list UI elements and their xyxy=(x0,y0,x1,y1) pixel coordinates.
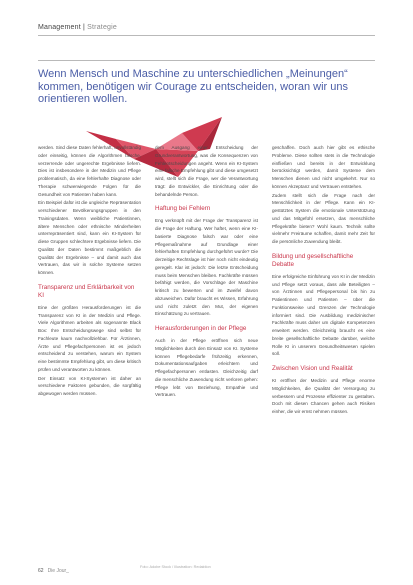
page-footer xyxy=(38,568,69,574)
column-2 xyxy=(155,144,258,542)
paragraph: Eng verknüpft mit der Frage der Transparenz ist die Frage der Haftung. Wer haftet, wenn eine KI-basierte Diagnose falsch war oder eine Pflegemaßnahme auf Grundlage einer fehlerhaften Empfehlung durchgeführt wurde? Die derzeitige Rechtslage ist hier noch nicht eindeutig geregelt. Klar ist jedoch: Die letzte Entscheidung muss beim Menschen bleiben. Fachkräfte müssen befähigt werden, die Vorschläge der Maschine kritisch zu bewerten und im Zweifel davon abzuweichen. Dafür braucht es Wissen, Erfahrung und nicht zuletzt den Mut, der eigenen Einschätzung zu vertrauen. xyxy=(155,218,258,317)
pullquote-rule xyxy=(38,60,375,61)
top-rule xyxy=(38,35,375,36)
paragraph: Der Einsatz von KI-Systemen ist daher an verschiedene Faktoren gebunden, die sorgfältig abgewogen werden müssen. xyxy=(38,375,141,396)
image-credit: Foto: Adobe Stock / Illustration: Redaktion xyxy=(140,565,211,569)
page-number: 62 xyxy=(38,568,44,574)
journal-name: Die Jour_ xyxy=(47,568,69,574)
header-separator: | xyxy=(80,24,88,31)
paragraph: Zudem stellt sich die Frage nach der Menschlichkeit in der Pflege. Kann ein KI-gestütztes System die emotionale Unterstützung und das Mitgefühl ersetzen, das menschliche Pflegekräfte bieten? Wohl kaum. Technik sollte vielmehr Freiräume schaffen, damit mehr Zeit für die persönliche Zuwendung bleibt. xyxy=(272,192,375,244)
paragraph: Eine erfolgreiche Einführung von KI in der Medizin und Pflege setzt voraus, dass alle Beteiligten – von Ärztinnen und Pflegepersonal bis hin zu Patientinnen und Patienten – über die Funktionsweise und Grenzen der Technologie informiert sind. Die Ausbildung medizinischer Fachkräfte muss daher um digitale Kompetenzen erweitert werden. Gleichzeitig braucht es eine breite gesellschaftliche Debatte darüber, welche Rolle KI in unserem Gesundheitswesen spielen soll. xyxy=(272,273,375,357)
pull-quote: Wenn Mensch und Maschine zu unterschiedlichen „Meinungen“ kommen, benötigen wir Courage zu entscheiden, woran wir uns orientieren wollen. xyxy=(38,68,348,105)
section-heading: Transparenz und Erklärbarkeit von KI xyxy=(38,283,135,299)
column-3 xyxy=(272,144,375,542)
page-header xyxy=(38,24,117,31)
paragraph: werden. Sind diese Daten fehlerhaft, unvollständig oder einseitig, können die Algorithmen falsche, verzerrende oder ungerechte Ergebnisse liefern. Dies ist insbesondere in der Medizin und Pflege problematisch, da eine fehlerhafte Diagnose oder Therapie schwerwiegende Folgen für die Gesundheit von Patienten haben kann. xyxy=(38,145,141,197)
paragraph: dem Ausgang einer Entscheidung der Grundverantwortung, was die Konsequenzen von Fehlentscheidungen angeht. Wenn ein KI-System eine falsche Empfehlung gibt und diese umgesetzt wird, stellt sich die Frage, wer die Verantwortung trägt: die Entwickler, die Einrichtung oder die behandelnde Person. xyxy=(155,145,258,197)
column-1 xyxy=(38,144,141,542)
section-heading: Bildung und gesellschaftliche Debatte xyxy=(272,252,354,268)
section-heading: Herausforderungen in der Pflege xyxy=(155,325,247,332)
section-heading: Haftung bei Fehlern xyxy=(155,205,211,213)
article-body xyxy=(38,144,375,542)
paragraph: Ein Beispiel dafür ist die ungleiche Repräsentation verschiedener Bevölkerungsgruppen in den Trainingsdaten. Wenn weibliche Patientinnen, ältere Menschen oder ethnische Minderheiten unterrepräsentiert sind, kann ein KI-System für diese Gruppen schlechtere Ergebnisse liefern. Die Qualität der Daten bestimmt maßgeblich die Qualität der Ergebnisse – und damit auch das Vertrauen, das wir in solche Systeme setzen können. xyxy=(38,200,141,275)
paragraph: Eine der größten Herausforderungen ist die Transparenz von KI in der Medizin und Pflege. Viele Algorithmen arbeiten als sogenannte Black Box: Ihre Entscheidungswege sind selbst für Fachleute kaum nachvollziehbar. Für Ärztinnen, Ärzte und Pflegefachpersonen ist es jedoch entscheidend zu verstehen, warum ein System eine bestimmte Empfehlung gibt, um diese kritisch prüfen und verantworten zu können. xyxy=(38,304,141,372)
paragraph: Auch in der Pflege eröffnen sich neue Möglichkeiten durch den Einsatz von KI. Systeme können Pflegebedarfe frühzeitig erkennen, Dokumentationsaufgaben erleichtern und Pflegefachpersonen entlasten. Gleichzeitig darf die menschliche Zuwendung nicht verloren gehen: Pflege lebt von Beziehung, Empathie und Vertrauen. xyxy=(155,338,258,398)
section-heading: Zwischen Vision und Realität xyxy=(272,365,353,372)
paragraph: geschaffen. Doch auch hier gibt es ethische Probleme. Diese sollten stets in die Technologie einfließen und bereits in der Entwicklung berücksichtigt werden, damit Systeme dem Menschen dienen und nicht umgekehrt. Nur so können Akzeptanz und Vertrauen entstehen. xyxy=(272,145,375,189)
header-category: Management xyxy=(38,24,81,31)
paragraph: KI eröffnet der Medizin und Pflege enorme Möglichkeiten, die Qualität der Versorgung zu verbessern und Prozesse effizienter zu gestalten. Doch mit diesen Chancen gehen auch Risiken einher, die wir ernst nehmen müssen. xyxy=(272,378,375,414)
header-subcategory: Strategie xyxy=(87,24,117,31)
